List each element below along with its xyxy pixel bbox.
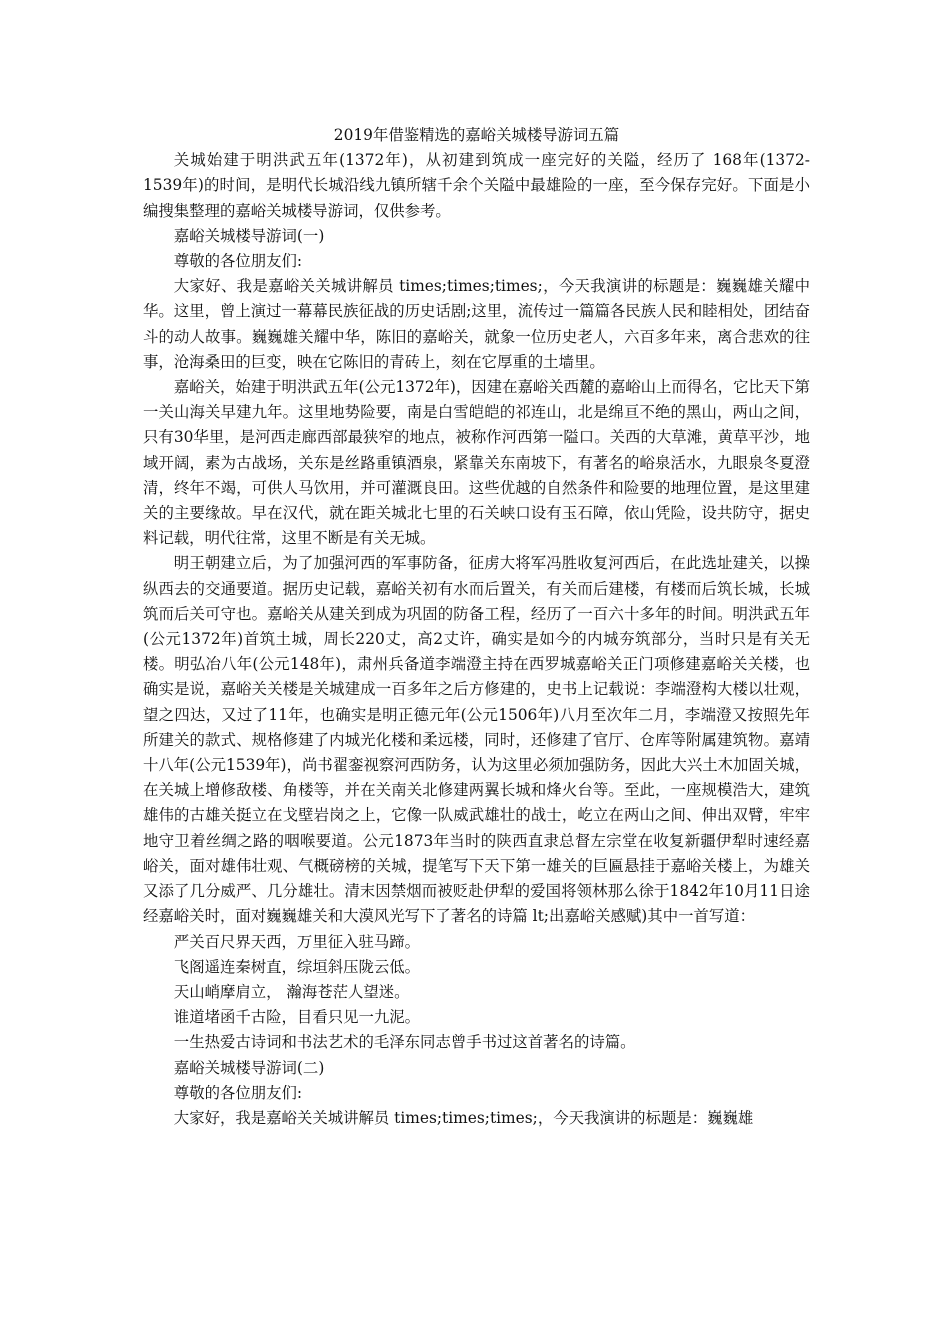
poem-line: 飞阁遥连秦树直，综垣斜压陇云低。	[173, 957, 421, 976]
section-heading-1: 嘉峪关城楼导游词(一)	[173, 226, 325, 245]
poem-line: 严关百尺界天西，万里征入驻马蹄。	[173, 932, 421, 951]
paragraph-2-1: 大家好，我是嘉峪关关城讲解员 times;times;times;，今天我演讲的标题是：巍巍雄	[173, 1108, 754, 1127]
poem-line: 谁道堵函千古险，目看只见一九泥。	[173, 1008, 421, 1027]
poem-line: 天山峭摩肩立， 瀚海苍茫人望迷。	[173, 982, 410, 1001]
paragraph-1-3: 明王朝建立后，为了加强河西的军事防备，征虏大将军冯胜收复河西后，在此选址建关，以操纵西去的交通要道。据历史记载，嘉峪关初有水而后置关，有关而后建楼，有楼而后筑长城，长城筑而后关可守也。嘉峪关从建关到成为巩固的防备工程，经历了一百六十多年的时间。明洪武五年(公元1372年)首筑土城，周长220丈，高2丈许，确实是如今的内城夯筑部分，当时只是有关无楼。明弘冶八年(公元148年)，肃州兵备道李端澄主持在西罗城嘉峪关正门项修建嘉峪关关楼，也确实是说，嘉峪关关楼是关城建成一百多年之后方修建的，史书上记载说：李端澄构大楼以壮观，望之四达，又过了11年，也确实是明正德元年(公元1506年)八月至次年二月，李端澄又按照先年所建关的款式、规格修建了内城光化楼和柔远楼，同时，还修建了官厅、仓库等附属建筑物。嘉靖十八年(公元1539年)，尚书翟銮视察河西防务，认为这里必须加强防务，因此大兴土木加固关城，在关城上增修敌楼、角楼等，并在关南关北修建两翼长城和烽火台等。至此，一座规模浩大，建筑雄伟的古雄关挺立在戈壁岩岗之上，它像一队威武雄壮的战士，屹立在两山之间、伸出双臂，牢牢地守卫着丝绸之路的咽喉要道。公元1873年当时的陕西直隶总督左宗堂在收复新疆伊犁时速经嘉峪关，面对雄伟壮观、气概磅榜的关城，提笔写下天下第一雄关的巨匾悬挂于嘉峪关楼上，为雄关又添了几分威严、几分雄壮。清末因禁烟而被贬赴伊犁的爱国将领林那么徐于1842年10月11日途经嘉峪关时，面对巍巍雄关和大漠风光写下了著名的诗篇 lt;出嘉峪关感赋)其中一首写道：	[143, 554, 810, 926]
greeting-1: 尊敬的各位朋友们:	[173, 252, 303, 271]
paragraph-1-1: 大家好、我是嘉峪关关城讲解员 times;times;times;，今天我演讲的标题是：巍巍雄关耀中华。这里，曾上演过一幕幕民族征战的历史话剧;这里，流传过一篇篇各民族人民和睦相处，团结奋斗的动人故事。巍巍雄关耀中华，陈旧的嘉峪关，就象一位历史老人，六百多年来，离合悲欢的往事，沧海桑田的巨变，映在它陈旧的青砖上，刻在它厚重的土墙里。	[143, 277, 810, 371]
paragraph-1-2: 嘉峪关，始建于明洪武五年(公元1372年)，因建在嘉峪关西麓的嘉峪山上而得名，它比天下第一关山海关早建九年。这里地势险要，南是白雪皑皑的祁连山，北是绵亘不绝的黑山，两山之间，只有30华里，是河西走廊西部最狭窄的地点，被称作河西第一隘口。关西的大草滩，黄草平沙，地域开阔，素为古战场，关东是丝路重镇酒泉，紧靠关东南坡下，有著名的峪泉活水，九眼泉冬夏澄清，终年不竭，可供人马饮用，并可灌溉良田。这些优越的自然条件和险要的地理位置，是这里建关的主要缘故。早在汉代，就在距关城北七里的石关峡口设有玉石障，依山凭险，设共防守，据史料记载，明代往常，这里不断是有关无城。	[143, 378, 810, 548]
greeting-2: 尊敬的各位朋友们:	[173, 1083, 303, 1102]
section-heading-2: 嘉峪关城楼导游词(二)	[173, 1058, 325, 1077]
document-page	[143, 123, 810, 1131]
intro-paragraph: 关城始建于明洪武五年(1372年)，从初建到筑成一座完好的关隘，经历了 168年(1372-1539年)的时间，是明代长城沿线九镇所辖千余个关隘中最雄险的一座，至今保存完好。下面是小编搜集整理的嘉峪关城楼导游词，仅供参考。	[143, 151, 810, 220]
paragraph-1-4: 一生热爱古诗词和书法艺术的毛泽东同志曾手书过这首著名的诗篇。	[173, 1033, 636, 1052]
document-title: 2019年借鉴精选的嘉峪关城楼导游词五篇	[333, 126, 620, 144]
